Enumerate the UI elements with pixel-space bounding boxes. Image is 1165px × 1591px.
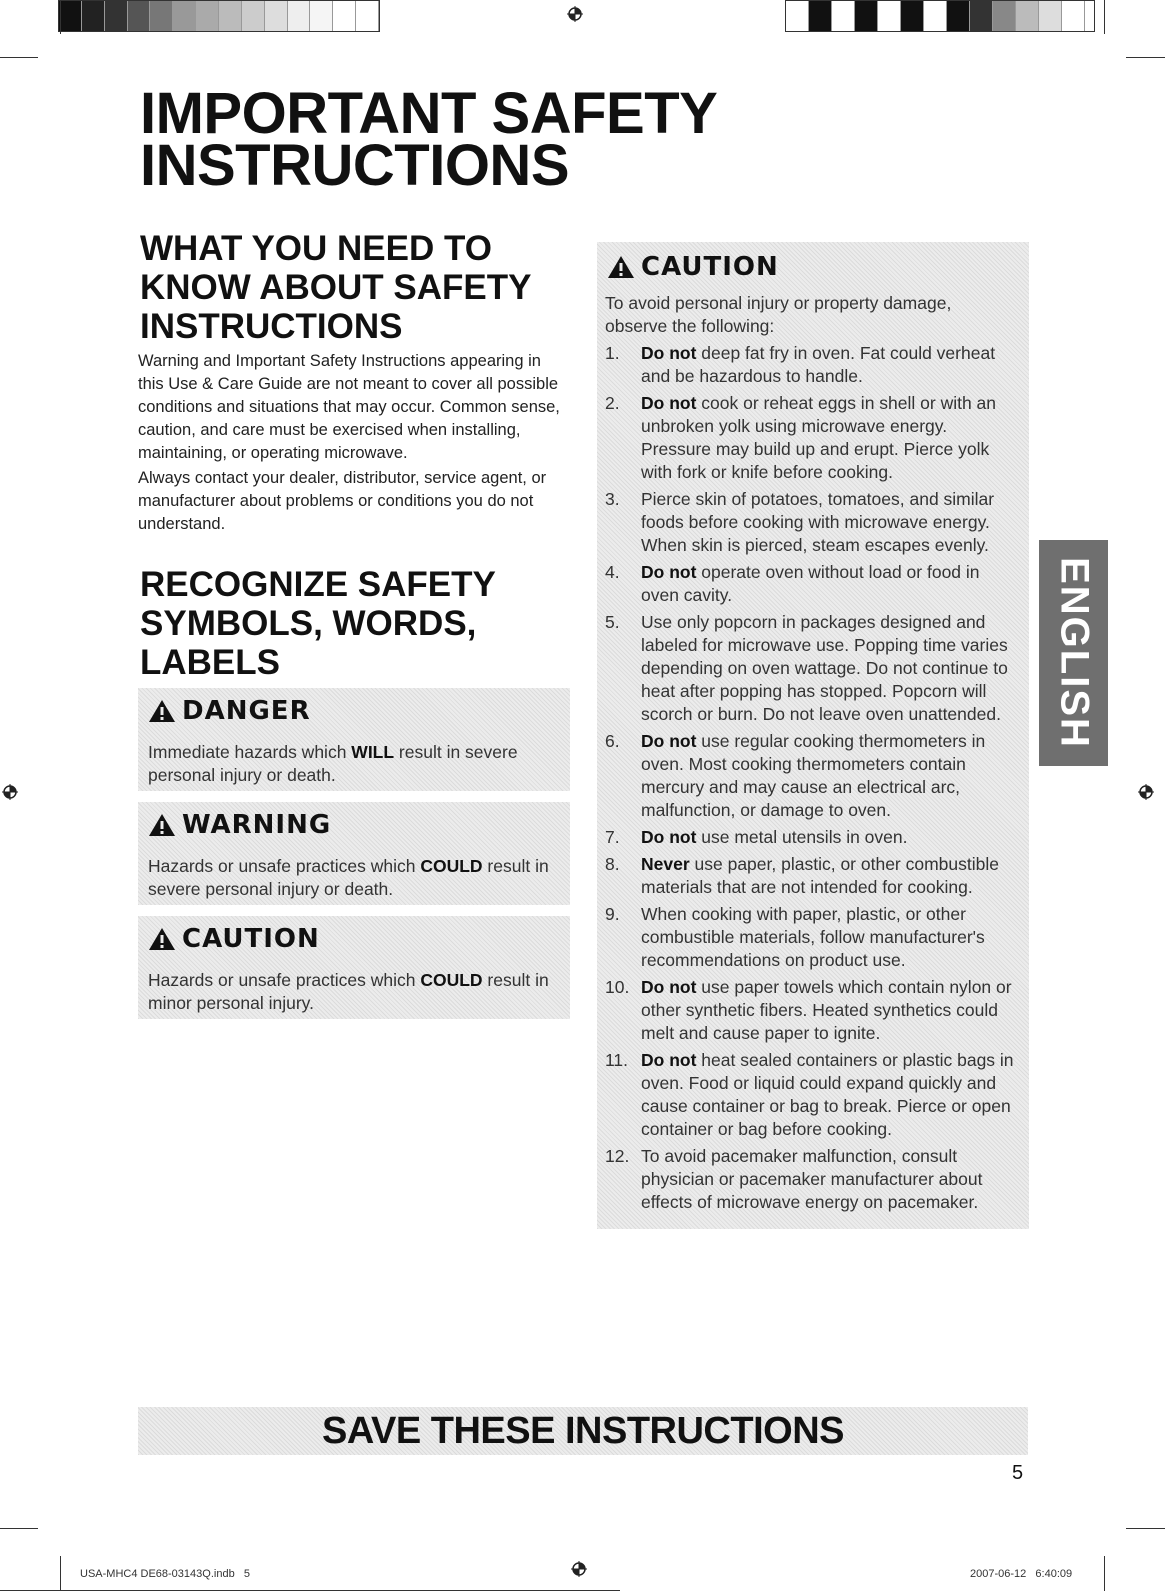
warning-triangle-icon bbox=[607, 254, 635, 280]
save-instructions-text: SAVE THESE INSTRUCTIONS bbox=[322, 1409, 844, 1452]
warning-box bbox=[138, 802, 570, 905]
caution-list-item bbox=[597, 488, 1017, 557]
section-paragraph: Warning and Important Safety Instructions appearing in this Use & Care Guide are not meant to cover all possible conditions and situations that may occur. Common sense, caution, and care must be exercised when installing, maintaining, or operating microwave. bbox=[138, 352, 560, 462]
list-item-number: 12. bbox=[605, 1146, 630, 1166]
caution-list-item bbox=[597, 730, 1017, 822]
danger-label: DANGER bbox=[182, 696, 311, 726]
trim-mark bbox=[0, 1528, 38, 1529]
list-item-text: heat sealed containers or plastic bags in oven. Food or liquid could expand quickly and cause container or bag to break. Pierce or open container or bag before cooking. bbox=[641, 1050, 1014, 1139]
caution-list-item bbox=[597, 1049, 1017, 1141]
caution-main-label: CAUTION bbox=[641, 252, 779, 282]
list-item-text: use paper, plastic, or other combustible materials that are not intended for cooking. bbox=[641, 854, 999, 897]
trim-mark bbox=[1104, 0, 1105, 34]
caution-text: Hazards or unsafe practices which COULD result in minor personal injury. bbox=[148, 970, 549, 1013]
section-heading-know-safety: WHAT YOU NEED TO KNOW ABOUT SAFETY INSTRUCTIONS bbox=[140, 229, 531, 346]
page-number: 5 bbox=[1012, 1462, 1024, 1484]
list-item-text: To avoid pacemaker malfunction, consult physician or pacemaker manufacturer about effects of microwave energy on pacemaker. bbox=[641, 1146, 983, 1212]
list-item-number: 7. bbox=[605, 827, 620, 847]
warning-text: Hazards or unsafe practices which COULD result in severe personal injury or death. bbox=[148, 856, 549, 899]
warning-label: WARNING bbox=[182, 810, 332, 840]
warning-triangle-icon bbox=[148, 698, 176, 724]
list-item-number: 3. bbox=[605, 489, 620, 509]
caution-intro: To avoid personal injury or property damage, observe the following: bbox=[605, 293, 952, 336]
crosshair-icon bbox=[1138, 784, 1154, 800]
caution-title bbox=[148, 924, 320, 954]
caution-list bbox=[597, 342, 1017, 1218]
list-item-lead: Do not bbox=[641, 393, 697, 413]
trim-mark bbox=[0, 57, 38, 58]
section-paragraph: Always contact your dealer, distributor, service agent, or manufacturer about problems or conditions you do not understand. bbox=[138, 469, 547, 533]
list-item-number: 1. bbox=[605, 343, 620, 363]
list-item-lead: Do not bbox=[641, 827, 697, 847]
list-item-text: When cooking with paper, plastic, or other combustible materials, follow manufacturer's recommendations on product use. bbox=[641, 904, 985, 970]
footer-timestamp: 2007-06-12 6:40:09 bbox=[970, 1568, 1073, 1580]
trim-mark bbox=[1126, 57, 1165, 58]
trim-mark bbox=[1126, 1528, 1165, 1529]
footer-filename: USA-MHC4 DE68-03143Q.indb 5 bbox=[80, 1568, 250, 1580]
list-item-number: 2. bbox=[605, 393, 620, 413]
caution-list-item bbox=[597, 853, 1017, 899]
caution-list-item bbox=[597, 611, 1017, 726]
warning-triangle-icon bbox=[148, 926, 176, 952]
list-item-number: 4. bbox=[605, 562, 620, 582]
language-tab-label: ENGLISH bbox=[1052, 557, 1096, 749]
caution-list-item bbox=[597, 342, 1017, 388]
list-item-text: use paper towels which contain nylon or other synthetic fibers. Heated synthetics could melt and cause paper to ignite. bbox=[641, 977, 1012, 1043]
caution-label: CAUTION bbox=[182, 924, 320, 954]
caution-list-item bbox=[597, 392, 1017, 484]
list-item-text: use regular cooking thermometers in oven. Most cooking thermometers contain mercury and may cause an electrical arc, malfunction, or damage to oven. bbox=[641, 731, 986, 820]
page-title-line1: IMPORTANT SAFETY bbox=[140, 81, 718, 146]
list-item-number: 10. bbox=[605, 977, 630, 997]
section-heading-recognize-symbols: RECOGNIZE SAFETY SYMBOLS, WORDS, LABELS bbox=[140, 565, 496, 682]
danger-text: Immediate hazards which WILL result in severe personal injury or death. bbox=[148, 742, 518, 785]
save-instructions-banner bbox=[138, 1407, 1028, 1455]
list-item-lead: Do not bbox=[641, 731, 697, 751]
crosshair-icon bbox=[2, 784, 18, 800]
list-item-number: 6. bbox=[605, 731, 620, 751]
caution-list-item bbox=[597, 561, 1017, 607]
list-item-lead: Do not bbox=[641, 343, 697, 363]
trim-mark bbox=[60, 1556, 61, 1591]
list-item-lead: Never bbox=[641, 854, 690, 874]
list-item-number: 9. bbox=[605, 904, 620, 924]
caution-list-item bbox=[597, 903, 1017, 972]
list-item-number: 11. bbox=[605, 1050, 629, 1070]
list-item-number: 8. bbox=[605, 854, 620, 874]
list-item-text: cook or reheat eggs in shell or with an unbroken yolk using microwave energy. Pressure may build up and erupt. Pierce yolk with fork or knife before cooking. bbox=[641, 393, 997, 482]
caution-box-main bbox=[597, 242, 1029, 1229]
list-item-text: deep fat fry in oven. Fat could verheat and be hazardous to handle. bbox=[641, 343, 996, 386]
trim-mark bbox=[1104, 1556, 1105, 1591]
registration-bar-left bbox=[58, 0, 380, 32]
caution-list-item bbox=[597, 1145, 1017, 1214]
list-item-lead: Do not bbox=[641, 1050, 697, 1070]
list-item-lead: Do not bbox=[641, 562, 697, 582]
page-title bbox=[140, 81, 840, 198]
list-item-number: 5. bbox=[605, 612, 620, 632]
list-item-text: operate oven without load or food in oven cavity. bbox=[641, 562, 980, 605]
list-item-lead: Do not bbox=[641, 977, 697, 997]
crosshair-icon bbox=[567, 6, 583, 22]
crosshair-icon bbox=[571, 1561, 587, 1577]
caution-list-item bbox=[597, 976, 1017, 1045]
trim-mark bbox=[60, 0, 61, 34]
list-item-text: Pierce skin of potatoes, tomatoes, and similar foods before cooking with microwave energy. When skin is pierced, steam escapes evenly. bbox=[641, 489, 995, 555]
caution-list-item bbox=[597, 826, 1017, 849]
page-title-line2: INSTRUCTIONS bbox=[140, 133, 569, 198]
warning-triangle-icon bbox=[148, 812, 176, 838]
registration-bar-right bbox=[785, 0, 1095, 32]
caution-box-small bbox=[138, 916, 570, 1019]
danger-title bbox=[148, 696, 311, 726]
caution-main-title bbox=[607, 252, 779, 282]
language-tab bbox=[1039, 540, 1108, 766]
danger-box bbox=[138, 688, 570, 791]
list-item-text: Use only popcorn in packages designed and labeled for microwave use. Popping time varies depending on oven wattage. Do not continue to heat after popping has stopped. Popcorn will scorch or burn. Do not leave oven unattended. bbox=[641, 612, 1008, 724]
warning-title bbox=[148, 810, 331, 840]
list-item-text: use metal utensils in oven. bbox=[696, 827, 908, 847]
